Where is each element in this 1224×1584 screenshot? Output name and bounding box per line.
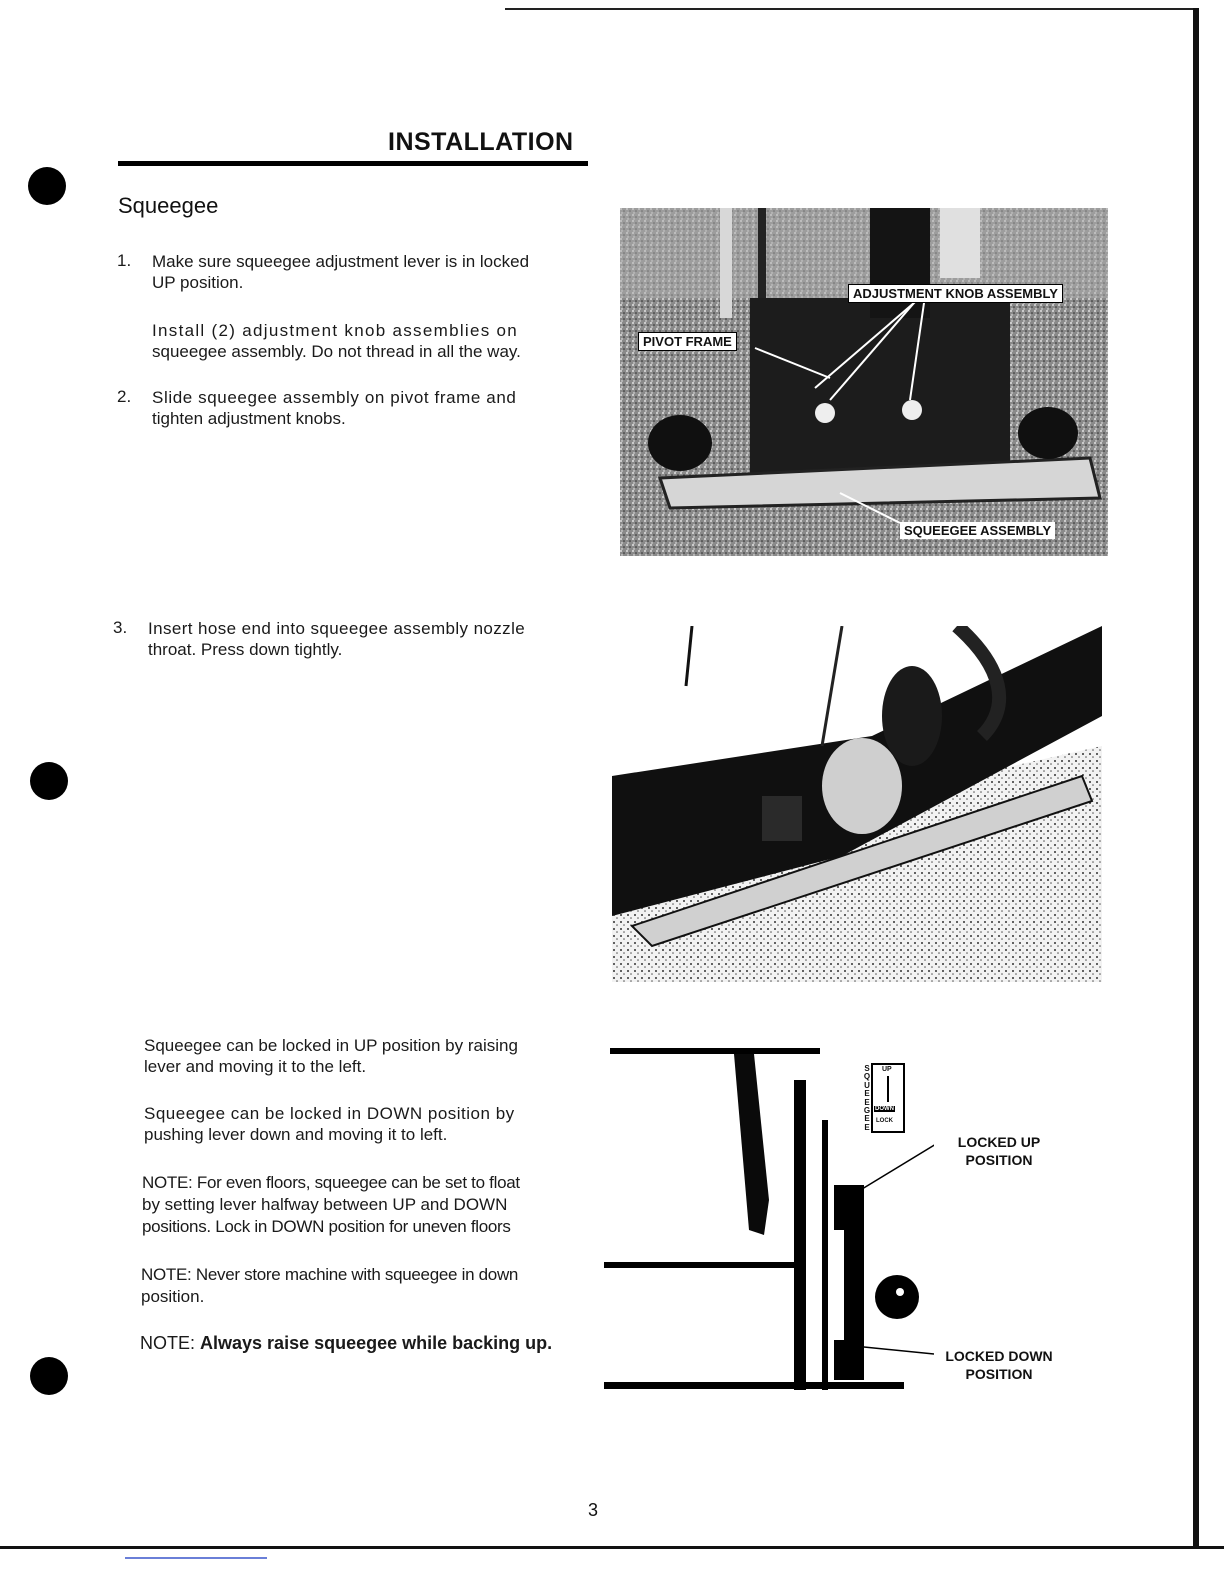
binder-hole-top — [28, 167, 66, 205]
decal-up: UP — [882, 1066, 892, 1073]
page-number: 3 — [588, 1500, 599, 1520]
decal-letter: E — [864, 1114, 870, 1124]
page-title: INSTALLATION — [388, 128, 574, 156]
section-title: Squeegee — [118, 193, 219, 218]
decal-lock: LOCK — [876, 1118, 893, 1124]
step-number: 2. — [117, 387, 132, 406]
step-text — [152, 251, 587, 293]
text-line: pushing lever down and moving it to left. — [144, 1125, 448, 1144]
final-note — [140, 1333, 600, 1354]
note-paragraph — [144, 1035, 584, 1077]
text-line: UP position. — [152, 273, 244, 292]
text-line: Squeegee can be locked in UP position by raising — [144, 1036, 518, 1055]
label-locked-down — [937, 1347, 1061, 1383]
label-line: POSITION — [965, 1366, 1033, 1382]
note-bold-text: Always raise squeegee while backing up. — [200, 1333, 553, 1353]
text-line: Squeegee can be locked in DOWN position by — [144, 1104, 515, 1123]
step-number: 1. — [117, 251, 132, 270]
figure-squeegee-assembly — [620, 208, 1108, 556]
step-text — [152, 320, 587, 362]
text-line: position. — [141, 1287, 205, 1306]
decal-letter: E — [864, 1122, 870, 1132]
page-border-top — [505, 8, 1197, 10]
label-locked-up — [944, 1133, 1054, 1169]
decal-down: DOWN — [875, 1106, 894, 1112]
step-text — [148, 618, 583, 660]
text-line: Slide squeegee assembly on pivot frame and — [152, 388, 517, 407]
text-line: lever and moving it to the left. — [144, 1057, 367, 1076]
text-line: squeegee assembly. Do not thread in all the way. — [152, 342, 521, 361]
note-paragraph — [141, 1264, 581, 1308]
step-text — [152, 387, 587, 429]
note-paragraph — [142, 1172, 582, 1238]
binder-hole-middle — [30, 762, 68, 800]
text-line: positions. Lock in DOWN position for uneven floors — [142, 1217, 511, 1236]
note-prefix: NOTE: — [140, 1333, 201, 1353]
lever-diagram — [604, 1040, 934, 1410]
text-line: Insert hose end into squeegee assembly nozzle — [148, 619, 526, 638]
label-squeegee-assembly: SQUEEGEE ASSEMBLY — [900, 522, 1055, 539]
hose-insertion-photo — [612, 626, 1102, 982]
decal-squeegee-letters — [862, 1065, 872, 1132]
title-rule — [118, 161, 588, 166]
scan-mark — [125, 1557, 267, 1559]
figure-hose-insertion — [612, 626, 1102, 982]
label-line: POSITION — [965, 1152, 1033, 1168]
decal-letter: U — [864, 1080, 870, 1090]
label-pivot-frame: PIVOT FRAME — [638, 332, 737, 351]
label-adjustment-knob: ADJUSTMENT KNOB ASSEMBLY — [848, 284, 1063, 303]
text-line: by setting lever halfway between UP and DOWN — [142, 1195, 508, 1214]
decal-letter: Q — [863, 1072, 871, 1082]
note-paragraph — [144, 1103, 584, 1145]
decal-letter: E — [864, 1097, 870, 1107]
text-line: Install (2) adjustment knob assemblies on — [152, 321, 519, 340]
page-border-bottom — [0, 1546, 1224, 1549]
binder-hole-bottom — [30, 1357, 68, 1395]
text-line: NOTE: For even floors, squeegee can be set to float — [142, 1173, 520, 1192]
decal-letter: S — [864, 1064, 870, 1073]
text-line: tighten adjustment knobs. — [152, 409, 346, 428]
figure-lever-positions — [604, 1040, 1074, 1410]
text-line: throat. Press down tightly. — [148, 640, 343, 659]
label-line: LOCKED UP — [957, 1134, 1041, 1150]
squeegee-assembly-photo — [620, 208, 1108, 556]
label-line: LOCKED DOWN — [945, 1348, 1053, 1364]
page-border-right — [1193, 8, 1199, 1548]
text-line: NOTE: Never store machine with squeegee in down — [141, 1265, 519, 1284]
decal-letter: G — [863, 1106, 871, 1116]
decal-letter: E — [864, 1089, 870, 1099]
text-line: Make sure squeegee adjustment lever is in locked — [152, 252, 530, 271]
step-number: 3. — [113, 618, 128, 637]
